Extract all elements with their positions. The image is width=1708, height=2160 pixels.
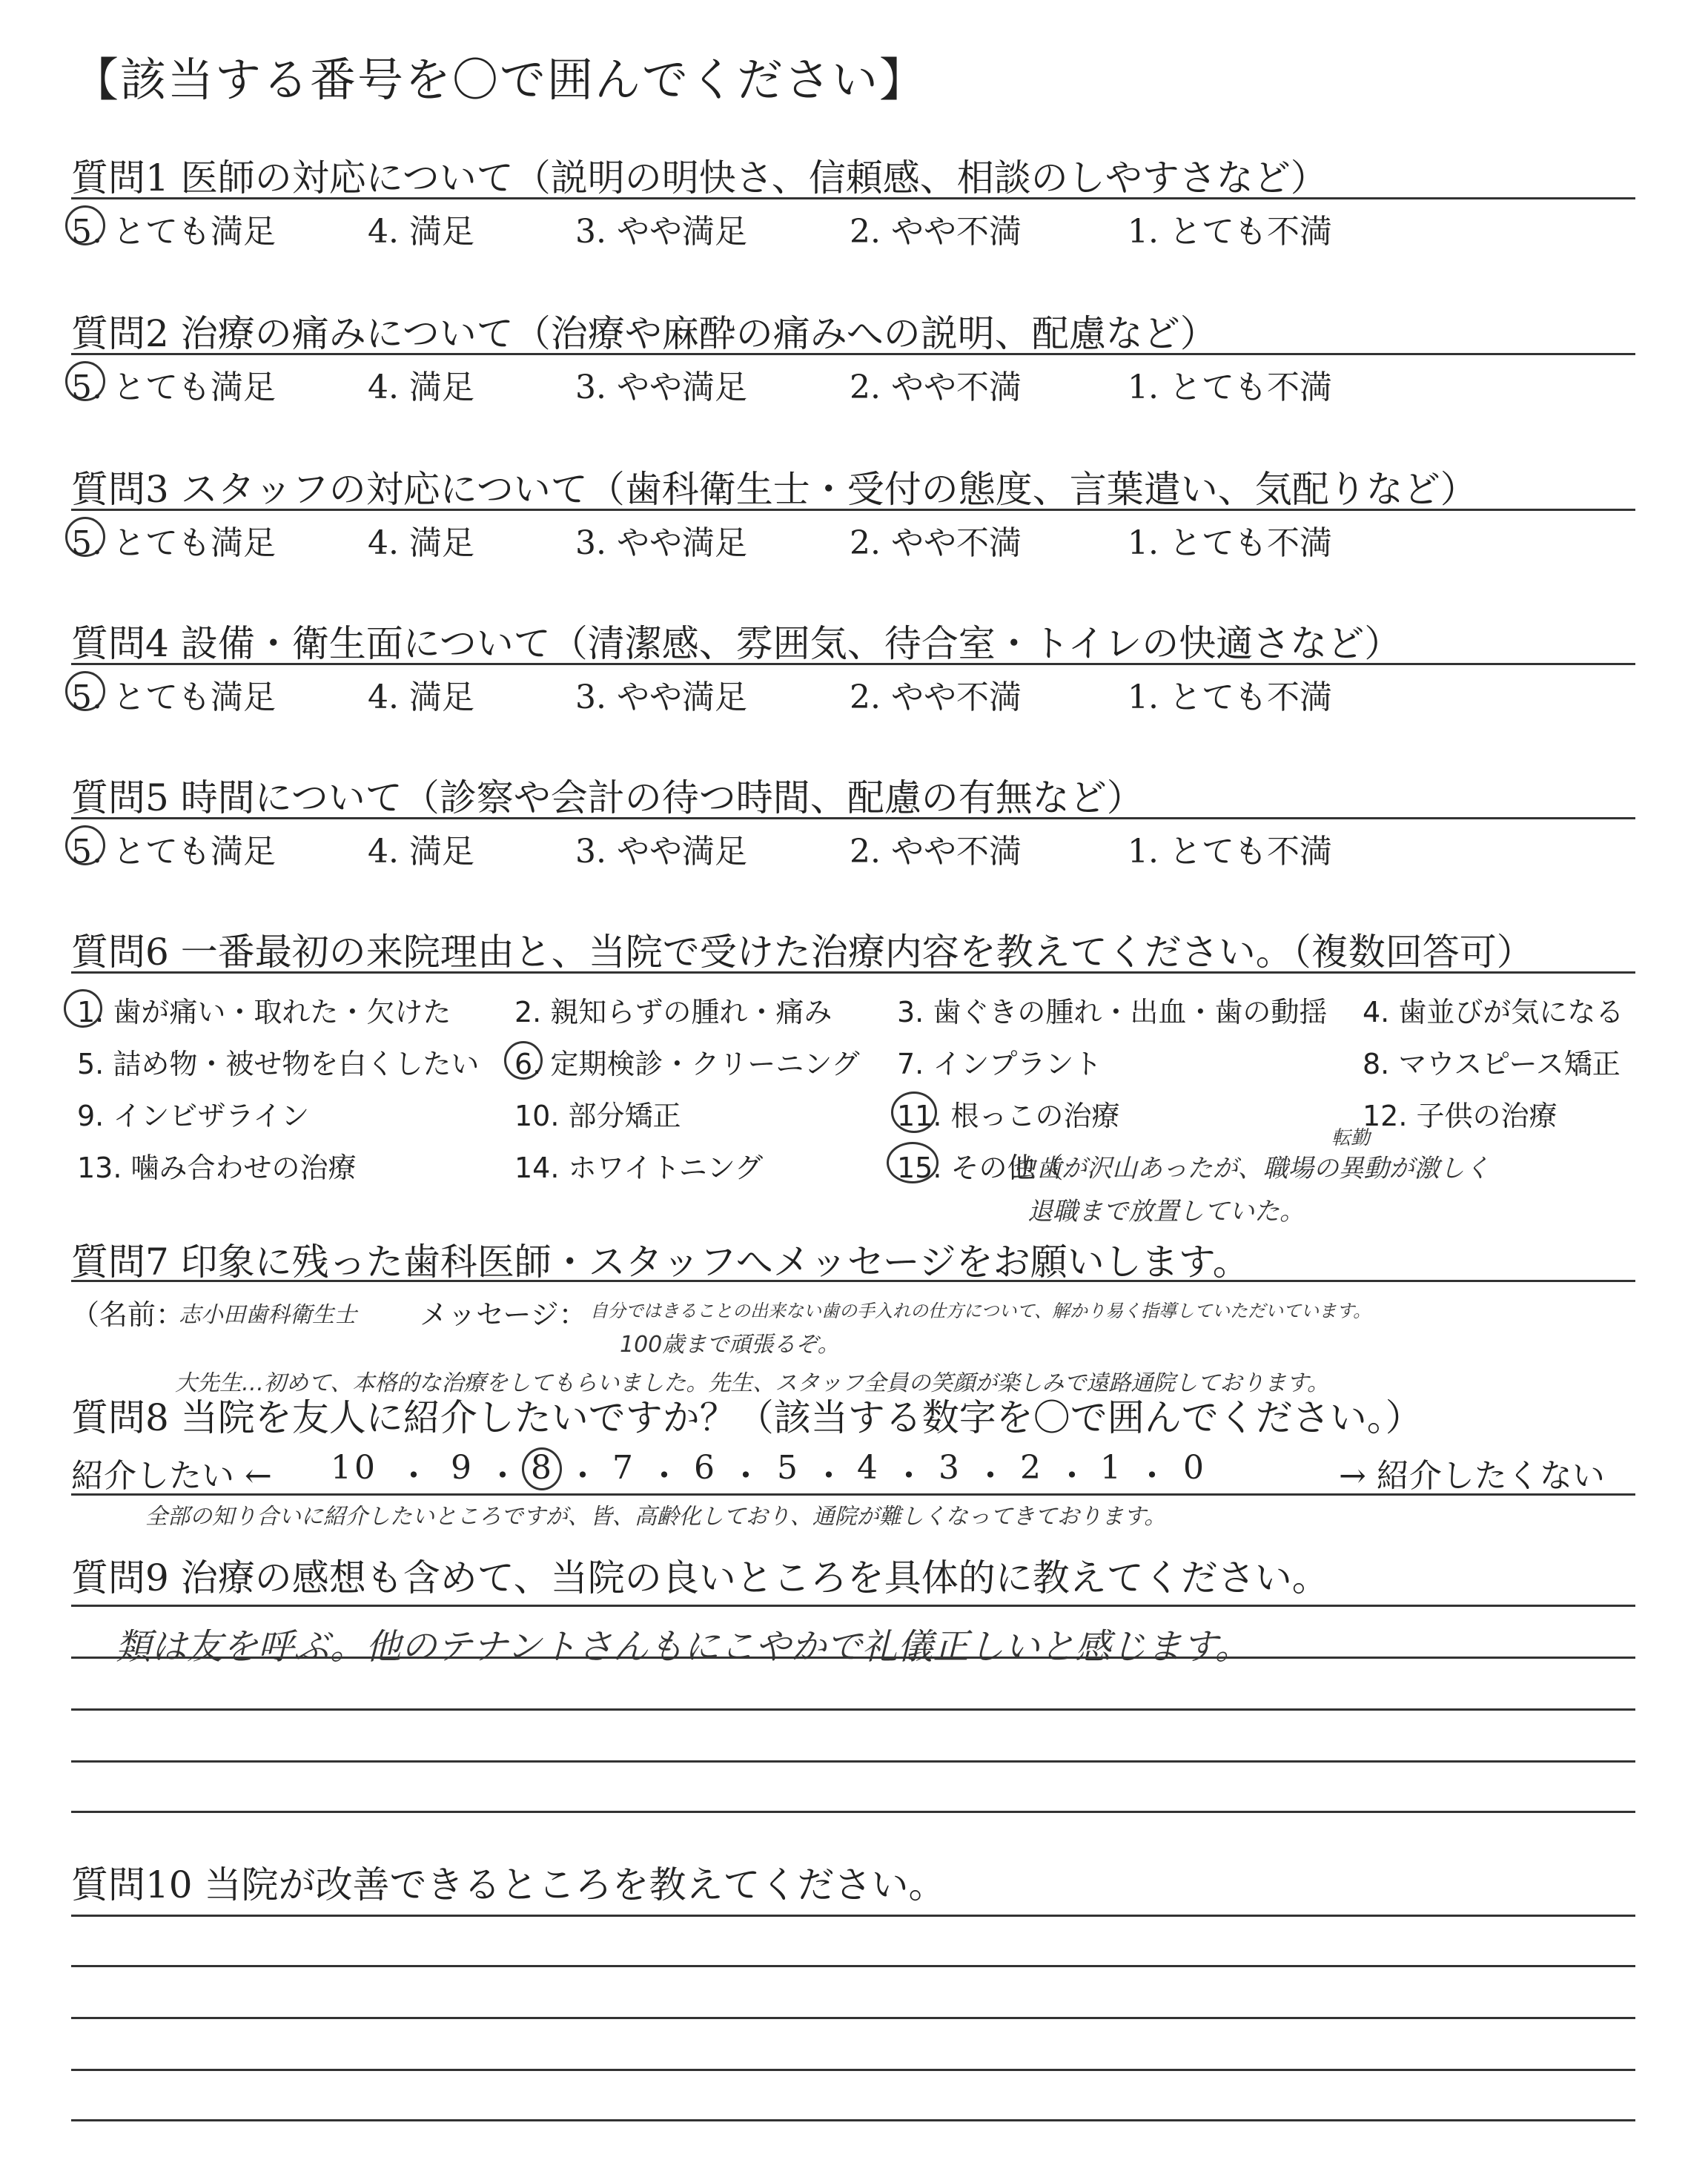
form-title: 【該当する番号を〇で囲んでください】	[73, 53, 927, 107]
message-line-1[interactable]: 自分ではきることの出来ない歯の手入れの仕方について、解かり易く指導していただいています。	[590, 1301, 1371, 1321]
option-2[interactable]: 2. やや不満	[850, 213, 1022, 251]
q6-option-1[interactable]: 1. 歯が痛い・取れた・欠けた	[77, 996, 451, 1028]
question-heading: 質問9 治療の感想も含めて、当院の良いところを具体的に教えてください。	[71, 1556, 1329, 1599]
q6-option-10[interactable]: 10. 部分矯正	[514, 1100, 681, 1132]
q9-answer[interactable]: 類は友を呼ぶ。他のテナントさんもにこやかで礼儀正しいと感じます。	[116, 1626, 1251, 1668]
q6-option-7[interactable]: 7. インプラント	[897, 1048, 1102, 1080]
scale-dot: ・	[1136, 1457, 1171, 1495]
scale-dot: ・	[974, 1457, 1010, 1495]
scale-dot: ・	[893, 1457, 928, 1495]
question-2	[71, 304, 1635, 415]
option-2[interactable]: 2. やや不満	[850, 833, 1022, 871]
q6-option-3[interactable]: 3. 歯ぐきの腫れ・出血・歯の動揺	[897, 996, 1328, 1028]
underline	[71, 817, 1635, 819]
question-heading: 質問8 当院を友人に紹介したいですか？（該当する数字を〇で囲んでください。）	[71, 1396, 1423, 1439]
underline	[71, 509, 1635, 511]
message-line-2[interactable]: 100歳まで頑張るぞ。	[620, 1332, 840, 1358]
option-5[interactable]: 5. とても満足	[71, 678, 276, 716]
q6-option-4[interactable]: 4. 歯並びが気になる	[1363, 996, 1624, 1028]
scale-dot: ・	[812, 1457, 848, 1495]
scale-3[interactable]: 3	[939, 1449, 962, 1487]
option-1[interactable]: 1. とても不満	[1128, 524, 1332, 562]
scale-dot: ・	[566, 1457, 602, 1495]
option-4[interactable]: 4. 満足	[368, 833, 474, 871]
underline	[71, 663, 1635, 665]
answer-line	[71, 1811, 1635, 1813]
scale-6[interactable]: 6	[694, 1449, 718, 1487]
question-heading: 質問7 印象に残った歯科医師・スタッフへメッセージをお願いします。	[71, 1241, 1250, 1284]
scale-10[interactable]: 10	[331, 1449, 378, 1487]
scale-7[interactable]: 7	[612, 1449, 636, 1487]
q6-option-13[interactable]: 13. 噛み合わせの治療	[77, 1152, 357, 1184]
option-4[interactable]: 4. 満足	[368, 369, 474, 406]
answer-line	[71, 1965, 1635, 1967]
scale-1[interactable]: 1	[1100, 1449, 1124, 1487]
answer-line	[71, 1605, 1635, 1607]
scale-0[interactable]: 0	[1183, 1449, 1207, 1487]
answer-line	[71, 2069, 1635, 2071]
question-1	[71, 148, 1635, 260]
q6-other-answer-line2[interactable]: 退職まで放置していた。	[1027, 1197, 1305, 1226]
question-5	[71, 768, 1635, 879]
message-line-3[interactable]: 大先生…初めて、本格的な治療をしてもらいました。先生、スタッフ全員の笑顔が楽しみで遠路通院しております。	[175, 1370, 1329, 1396]
option-2[interactable]: 2. やや不満	[850, 369, 1022, 406]
question-heading: 質問10 当院が改善できるところを教えてください。	[71, 1863, 946, 1906]
question-heading: 質問1 医師の対応について（説明の明快さ、信頼感、相談のしやすさなど）	[71, 156, 1328, 199]
name-value[interactable]: 志小田歯科衛生士	[179, 1302, 357, 1328]
option-1[interactable]: 1. とても不満	[1128, 833, 1332, 871]
scale-dot: ・	[486, 1457, 522, 1495]
question-10	[71, 1855, 1635, 2137]
answer-line	[71, 1760, 1635, 1763]
underline	[71, 197, 1635, 199]
question-8	[71, 1388, 1635, 1536]
option-4[interactable]: 4. 満足	[368, 678, 474, 716]
question-7	[71, 1232, 1635, 1403]
option-2[interactable]: 2. やや不満	[850, 678, 1022, 716]
question-6	[71, 922, 1635, 1226]
question-heading: 質問6 一番最初の来院理由と、当院で受けた治療内容を教えてください。（複数回答可）	[71, 931, 1534, 974]
option-1[interactable]: 1. とても不満	[1128, 678, 1332, 716]
q8-note[interactable]: 全部の知り合いに紹介したいところですが、皆、高齢化しており、通院が難しくなってきております。	[145, 1504, 1167, 1530]
option-5[interactable]: 5. とても満足	[71, 524, 276, 562]
q6-option-12[interactable]: 12. 子供の治療	[1363, 1100, 1558, 1132]
option-2[interactable]: 2. やや不満	[850, 524, 1022, 562]
scale-dot: ・	[1056, 1457, 1091, 1495]
q6-option-6[interactable]: 6. 定期検診・クリーニング	[514, 1048, 860, 1080]
underline	[71, 353, 1635, 355]
option-1[interactable]: 1. とても不満	[1128, 213, 1332, 251]
scale-dot: ・	[729, 1457, 765, 1495]
scale-right-label: → 紹介したくない	[1339, 1457, 1605, 1495]
underline	[71, 971, 1635, 974]
q6-option-15[interactable]: 15. その他（	[897, 1152, 1064, 1184]
scale-dot: ・	[648, 1457, 683, 1495]
scale-8[interactable]: 8	[531, 1449, 555, 1487]
question-heading: 質問2 治療の痛みについて（治療や麻酔の痛みへの説明、配慮など）	[71, 312, 1217, 355]
answer-line	[71, 1708, 1635, 1711]
option-3[interactable]: 3. やや満足	[575, 833, 747, 871]
q6-option-2[interactable]: 2. 親知らずの腫れ・痛み	[514, 996, 833, 1028]
q6-other-insert: 転勤	[1331, 1127, 1371, 1149]
answer-line	[71, 2119, 1635, 2121]
option-3[interactable]: 3. やや満足	[575, 369, 747, 406]
question-3	[71, 460, 1635, 571]
question-heading: 質問5 時間について（診察や会計の待つ時間、配慮の有無など）	[71, 776, 1144, 819]
scale-4[interactable]: 4	[857, 1449, 881, 1487]
option-3[interactable]: 3. やや満足	[575, 678, 747, 716]
q6-option-5[interactable]: 5. 詰め物・被せ物を白くしたい	[77, 1048, 480, 1080]
question-9	[71, 1548, 1635, 1815]
answer-line	[71, 2017, 1635, 2019]
q6-option-8[interactable]: 8. マウスピース矯正	[1363, 1048, 1621, 1080]
q6-option-14[interactable]: 14. ホワイトニング	[514, 1152, 764, 1184]
scale-5[interactable]: 5	[777, 1449, 801, 1487]
name-label: （名前：	[71, 1298, 185, 1331]
scale-2[interactable]: 2	[1020, 1449, 1044, 1487]
message-label: メッセージ：	[420, 1298, 587, 1331]
scale-9[interactable]: 9	[451, 1449, 474, 1487]
option-5[interactable]: 5. とても満足	[71, 213, 276, 251]
answer-line	[71, 1657, 1635, 1659]
option-3[interactable]: 3. やや満足	[575, 524, 747, 562]
option-5[interactable]: 5. とても満足	[71, 369, 276, 406]
question-4	[71, 614, 1635, 725]
q6-option-11[interactable]: 11. 根っこの治療	[897, 1100, 1120, 1132]
question-heading: 質問4 設備・衛生面について（清潔感、雰囲気、待合室・トイレの快適さなど）	[71, 622, 1402, 665]
option-4[interactable]: 4. 満足	[368, 213, 474, 251]
option-5[interactable]: 5. とても満足	[71, 833, 276, 871]
underline	[71, 1280, 1635, 1282]
option-4[interactable]: 4. 満足	[368, 524, 474, 562]
option-1[interactable]: 1. とても不満	[1128, 369, 1332, 406]
q6-option-9[interactable]: 9. インビザライン	[77, 1100, 310, 1132]
option-3[interactable]: 3. やや満足	[575, 213, 747, 251]
q6-other-answer-line1[interactable]: 虫歯が沢山あったが、職場の異動が激しく	[1011, 1154, 1490, 1183]
underline	[71, 1493, 1635, 1496]
question-heading: 質問3 スタッフの対応について（歯科衛生士・受付の態度、言葉遣い、気配りなど）	[71, 468, 1477, 511]
scale-left-label: 紹介したい ←	[71, 1457, 272, 1495]
answer-line	[71, 1915, 1635, 1917]
scale-dot: ・	[397, 1457, 433, 1495]
